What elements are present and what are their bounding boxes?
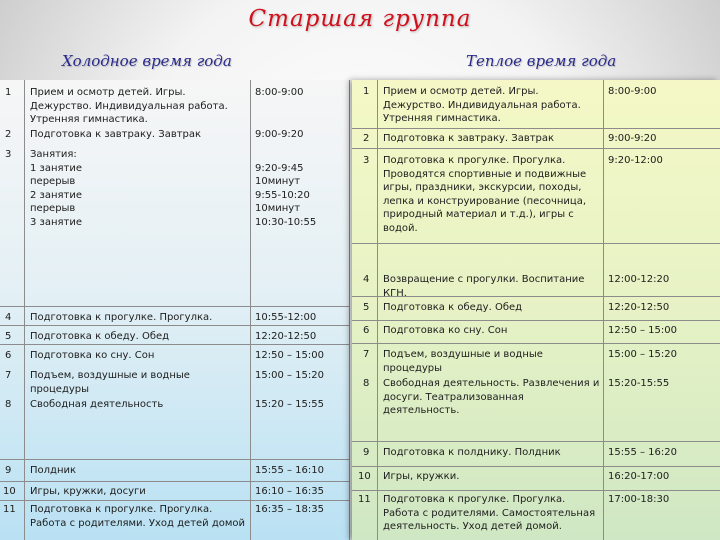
warm-season-heading: Теплое время года: [466, 52, 617, 70]
cold-row-2-activity: Подготовка к завтраку. Завтрак: [30, 129, 202, 140]
cold-row-9-time: 15:55 – 16:10: [255, 465, 324, 476]
warm-row-4-time: 12:00-12:20: [608, 274, 670, 285]
warm-row-6-activity: Подготовка ко сну. Сон: [383, 325, 508, 336]
warm-row-2-time: 9:00-9:20: [608, 133, 657, 144]
warm-row-1-num: 1: [363, 86, 370, 97]
cold-row-7-time: 15:00 – 15:20: [255, 370, 324, 381]
warm-row-1-time: 8:00-9:00: [608, 86, 657, 97]
cold-row-11-activity: Подготовка к прогулке. Прогулка. Работа с родителями. Уход детей домой: [30, 504, 246, 529]
cold-row-9-activity: Полдник: [30, 465, 77, 476]
warm-row-9-time: 15:55 – 16:20: [608, 447, 677, 458]
warm-row-2-activity: Подготовка к завтраку. Завтрак: [383, 133, 555, 144]
cold-row-1-num: 1: [5, 87, 12, 98]
cold-row-3-activity: Занятия: 1 занятие перерыв 2 занятие перерыв 3 занятие: [30, 149, 83, 228]
cold-row-1-activity: Прием и осмотр детей. Игры. Дежурство. Индивидуальная работа. Утренняя гимнастика.: [30, 87, 228, 126]
warm-row-8-activity: Свободная деятельность. Развлечения и досуги. Театрализованная деятельность.: [383, 378, 600, 417]
cold-row-3-num: 3: [5, 149, 12, 160]
warm-row-3-activity: Подготовка к прогулке. Прогулка. Проводятся спортивные и подвижные игры, праздники, экскурсии, походы, лепка и конструирование (песочница, природный материал и т.д.), игры с водой.: [383, 155, 587, 234]
cold-row-10-time: 16:10 – 16:35: [255, 486, 324, 497]
cold-row-2-time: 9:00-9:20: [255, 129, 304, 140]
cold-season-table: [0, 80, 350, 540]
cold-row-1-time: 8:00-9:00: [255, 87, 304, 98]
warm-row-5-num: 5: [363, 302, 370, 313]
cold-row-9-num: 9: [5, 465, 12, 476]
cold-row-6-num: 6: [5, 350, 12, 361]
warm-row-10-time: 16:20-17:00: [608, 471, 670, 482]
warm-row-9-num: 9: [363, 447, 370, 458]
cold-row-5-num: 5: [5, 331, 12, 342]
cold-row-8-time: 15:20 – 15:55: [255, 399, 324, 410]
warm-season-table: [352, 80, 720, 540]
warm-row-2-num: 2: [363, 133, 370, 144]
cold-row-11-time: 16:35 – 18:35: [255, 504, 324, 515]
cold-row-4-time: 10:55-12:00: [255, 312, 317, 323]
warm-row-4-activity: Возвращение с прогулки. Воспитание КГН.: [383, 274, 585, 299]
warm-row-7-time: 15:00 – 15:20: [608, 349, 677, 360]
warm-row-5-activity: Подготовка к обеду. Обед: [383, 302, 523, 313]
warm-row-7-activity: Подъем, воздушные и водные процедуры: [383, 349, 543, 374]
cold-row-11-num: 11: [3, 504, 16, 515]
cold-row-8-num: 8: [5, 399, 12, 410]
cold-row-6-activity: Подготовка ко сну. Сон: [30, 350, 155, 361]
cold-row-8-activity: Свободная деятельность: [30, 399, 164, 410]
warm-row-11-activity: Подготовка к прогулке. Прогулка. Работа с родителями. Самостоятельная деятельность. Уход детей домой.: [383, 494, 596, 533]
warm-row-7-num: 7: [363, 349, 370, 360]
cold-row-4-activity: Подготовка к прогулке. Прогулка.: [30, 312, 213, 323]
warm-row-4-num: 4: [363, 274, 370, 285]
cold-row-6-time: 12:50 – 15:00: [255, 350, 324, 361]
cold-season-heading: Холодное время года: [62, 52, 232, 70]
warm-row-8-time: 15:20-15:55: [608, 378, 670, 389]
cold-row-10-num: 10: [3, 486, 16, 497]
warm-row-6-num: 6: [363, 325, 370, 336]
warm-row-3-time: 9:20-12:00: [608, 155, 663, 166]
warm-row-1-activity: Прием и осмотр детей. Игры. Дежурство. Индивидуальная работа. Утренняя гимнастика.: [383, 86, 581, 125]
warm-row-11-num: 11: [358, 494, 371, 505]
cold-row-7-activity: Подъем, воздушные и водные процедуры: [30, 370, 190, 395]
warm-row-11-time: 17:00-18:30: [608, 494, 670, 505]
cold-row-3-time: 9:20-9:45 10минут 9:55-10:20 10минут 10:30-10:55: [255, 162, 317, 228]
warm-row-6-time: 12:50 – 15:00: [608, 325, 677, 336]
cold-row-5-time: 12:20-12:50: [255, 331, 317, 342]
cold-row-4-num: 4: [5, 312, 12, 323]
warm-row-9-activity: Подготовка к полднику. Полдник: [383, 447, 561, 458]
warm-row-3-num: 3: [363, 155, 370, 166]
cold-row-5-activity: Подготовка к обеду. Обед: [30, 331, 170, 342]
warm-row-8-num: 8: [363, 378, 370, 389]
warm-row-10-activity: Игры, кружки.: [383, 471, 460, 482]
page-title: Старшая группа: [248, 6, 472, 32]
cold-row-7-num: 7: [5, 370, 12, 381]
warm-row-10-num: 10: [358, 471, 371, 482]
warm-row-5-time: 12:20-12:50: [608, 302, 670, 313]
cold-row-10-activity: Игры, кружки, досуги: [30, 486, 146, 497]
cold-row-2-num: 2: [5, 129, 12, 140]
